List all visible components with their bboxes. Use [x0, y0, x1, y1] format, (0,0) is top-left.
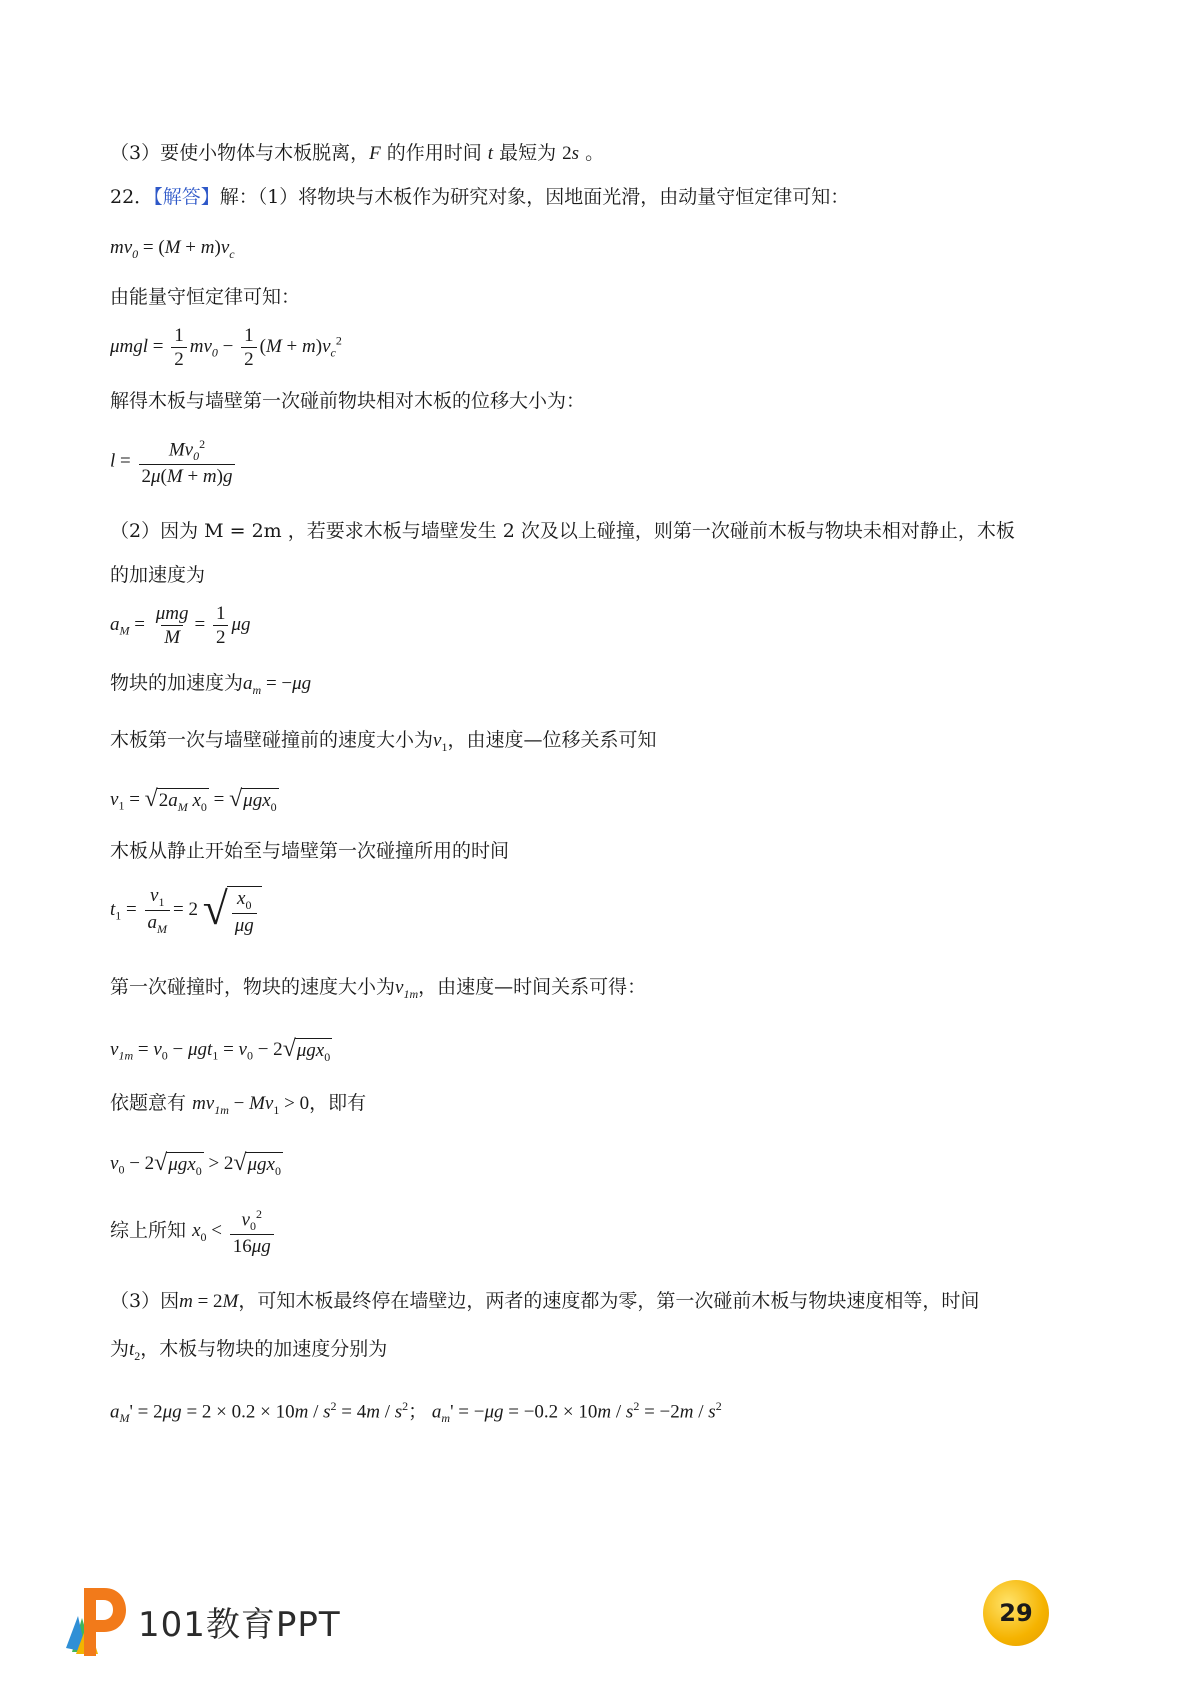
first-hit-line: 第一次碰撞时，物块的速度大小为$v_{1m}$，由速度—时间关系可得： [110, 976, 647, 1001]
part3-line2: 为$t_2$，木板与物块的加速度分别为 [110, 1338, 388, 1363]
speed-text-line: 木板第一次与墙壁碰撞前的速度大小为$v_1$，由速度—位移关系可知 [110, 729, 657, 754]
energy-equation: μmgl = $\frac{1}{2}$ $mv_0$ − $\frac{1}{2}$ $(M + m)v_c^2$ [110, 325, 342, 370]
q22-header: 22．【解答】解：（1）将物块与木板作为研究对象，因地面光滑，由动量守恒定律可知： [110, 186, 850, 208]
summary-line: 综上所知 $x_0$ < $\frac{v_0^2}{16\mu g}$ [110, 1208, 277, 1256]
block-acceleration-line: 物块的加速度为$a_m = -\mu g$ [110, 672, 312, 697]
logo-text: 101教育PPT [138, 1604, 341, 1645]
part2-line2: 的加速度为 [110, 564, 206, 586]
part3-answer-line: （3）要使小物体与木板脱离，F 的作用时间 t 最短为 2s 。 [110, 142, 605, 164]
time-text: 木板从静止开始至与墙壁第一次碰撞所用的时间 [110, 840, 510, 862]
energy-text: 由能量守恒定律可知： [110, 286, 301, 308]
answer-tag: 【解答】 [153, 186, 220, 208]
logo-icon [62, 1582, 128, 1660]
displacement-equation: l = $\frac{Mv_0^2}{2\mu(M + m)g}$ [110, 438, 238, 486]
footer-logo [62, 1582, 341, 1660]
v1-equation: $v_1$ = √ $2a_M$ $x_0$ = √ μgx$_0$ [110, 786, 277, 814]
condition-line: 依题意有 $mv_{1m} - Mv_1 > 0$，即有 [110, 1092, 367, 1117]
acceleration-values-equation: $a_M' = 2\mu g = 2 \times 0.2 \times 10m / s^2 = 4m / s^2$； $a_m' = -\mu g = -0.2 \times 10m / s^2 = -2m / s^2$ [110, 1399, 722, 1426]
solve-text: 解得木板与墙壁第一次碰前物块相对木板的位移大小为： [110, 390, 586, 412]
t1-equation: $t_1$ = $\frac{v_1}{a_M}$ = 2 √ $\frac{x_0}{\mu g}$ [110, 886, 262, 935]
page-number-badge: 29 [983, 1580, 1049, 1646]
question-number: 22． [110, 186, 154, 208]
momentum-equation: $mv_0 = (M + m)v_c$ [110, 237, 235, 261]
inequality-equation: $v_0 - 2$ √ μgx$_0$ > 2 √ μgx$_0$ [110, 1150, 281, 1178]
part2-line1: （2）因为 M = 2m ，若要求木板与墙壁发生 2 次及以上碰撞，则第一次碰前木板与物块未相对静止，木板 [110, 520, 1015, 542]
v1m-equation: $v_{1m} = v_0 - \mu gt_1 = v_0 - 2$ √ μgx$_0$ [110, 1036, 331, 1064]
part3-line1: （3）因m = 2M，可知木板最终停在墙壁边，两者的速度都为零，第一次碰前木板与物块速度相等，时间 [110, 1290, 980, 1312]
board-acceleration-equation: $a_M$ = $\frac{\text{μmg}}{M}$ = $\frac{1}{2}$ μg [110, 603, 251, 648]
